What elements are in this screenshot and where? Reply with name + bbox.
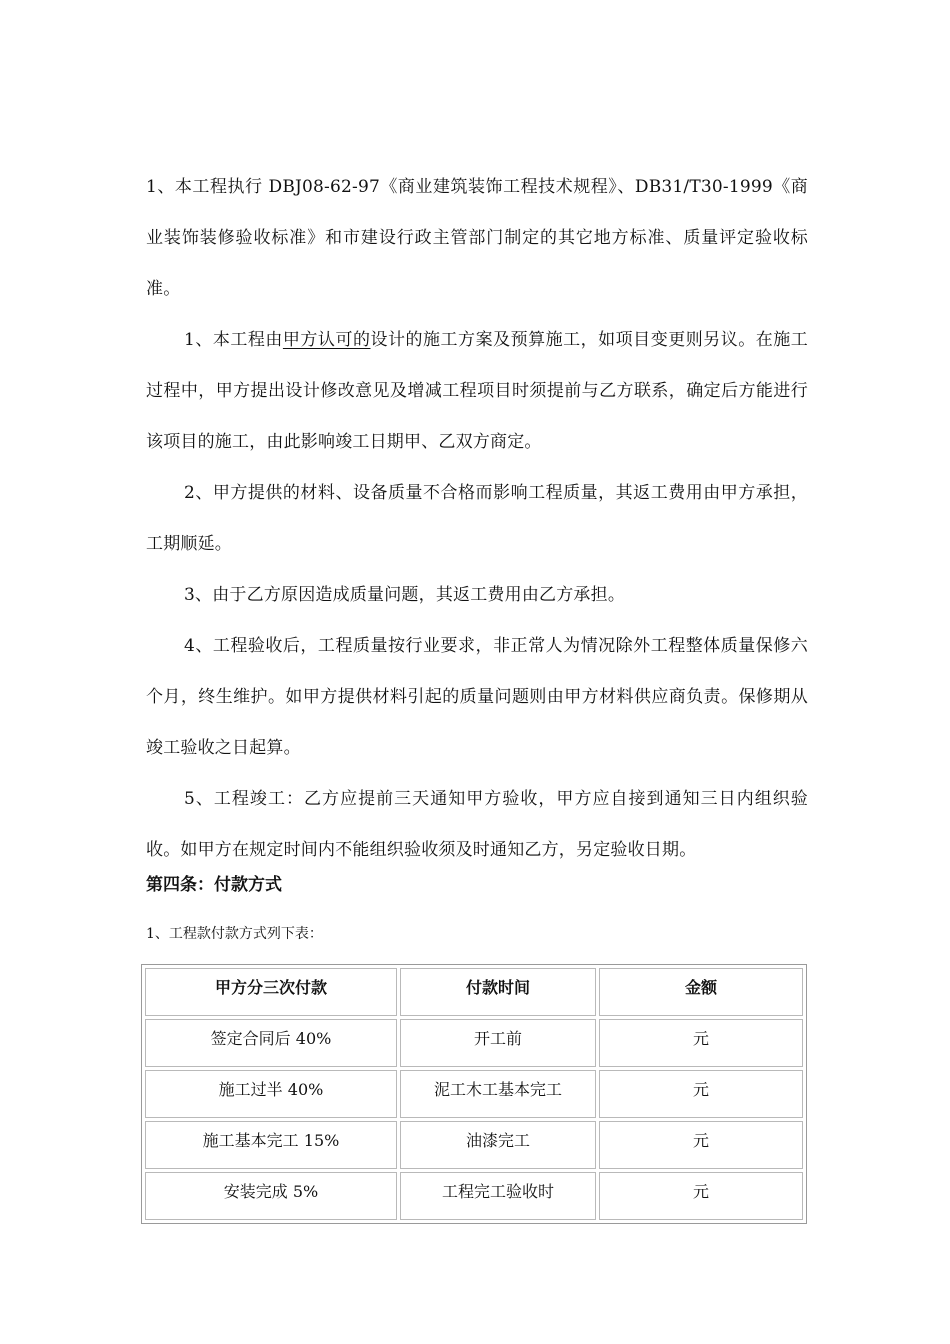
cell-amount: 元 — [599, 1019, 803, 1067]
underlined-phrase: 甲方认可的 — [282, 330, 371, 350]
header-amount: 金额 — [599, 968, 803, 1016]
table-row — [145, 1070, 803, 1118]
paragraph-standards-text: 1、本工程执行 DBJ08-62-97《商业建筑装饰工程技术规程》、DB31/T30-1999《商业装饰装修验收标准》和市建设行政主管部门制定的其它地方标准、质量评定验收标准。 — [146, 177, 808, 299]
cell-installment: 签定合同后 40% — [145, 1019, 397, 1067]
cell-installment: 安装完成 5% — [145, 1172, 397, 1220]
cell-payment-time: 开工前 — [400, 1019, 596, 1067]
cell-amount: 元 — [599, 1121, 803, 1169]
paragraph-clause-2-text: 2、甲方提供的材料、设备质量不合格而影响工程质量，其返工费用由甲方承担，工期顺延。 — [146, 483, 808, 554]
paragraph-clause-3 — [146, 570, 808, 621]
table-row — [145, 1121, 803, 1169]
payment-table-container — [141, 964, 807, 1217]
paragraph-clause-4 — [146, 621, 808, 774]
paragraph-clause-1-text-end: 设计的施工方案及预算施工，如项目变更则另议。在施工过程中，甲方提出设计修改意见及增减工程项目时须提前与乙方联系，确定后方能进行该项目的施工，由此影响竣工日期甲、乙双方商定。 — [146, 330, 809, 452]
paragraph-clause-4-text: 4、工程验收后，工程质量按行业要求，非正常人为情况除外工程整体质量保修六个月，终生维护。如甲方提供材料引起的质量问题则由甲方材料供应商负责。保修期从竣工验收之日起算。 — [146, 636, 808, 758]
cell-payment-time: 工程完工验收时 — [400, 1172, 596, 1220]
table-row — [145, 1172, 803, 1220]
cell-amount: 元 — [599, 1070, 803, 1118]
table-row — [145, 1019, 803, 1067]
cell-installment: 施工过半 40% — [145, 1070, 397, 1118]
cell-payment-time: 泥工木工基本完工 — [400, 1070, 596, 1118]
paragraph-clause-3-text: 3、由于乙方原因造成质量问题，其返工费用由乙方承担。 — [184, 585, 626, 605]
paragraph-clause-5-text: 5、工程竣工：乙方应提前三天通知甲方验收，甲方应自接到通知三日内组织验收。如甲方在规定时间内不能组织验收须及时通知乙方，另定验收日期。 — [146, 789, 808, 860]
paragraph-clause-5 — [146, 774, 808, 876]
paragraph-clause-1-text-start: 1、本工程由 — [184, 330, 283, 350]
cell-amount: 元 — [599, 1172, 803, 1220]
header-payment-time: 付款时间 — [400, 968, 596, 1016]
cell-installment: 施工基本完工 15% — [145, 1121, 397, 1169]
section-heading: 第四条：付款方式 — [146, 875, 282, 895]
payment-table — [141, 964, 807, 1224]
cell-payment-time: 油漆完工 — [400, 1121, 596, 1169]
paragraph-clause-1 — [146, 315, 808, 468]
table-caption: 1、工程款付款方式列下表： — [146, 926, 323, 942]
paragraph-standards — [146, 162, 808, 315]
header-installment: 甲方分三次付款 — [145, 968, 397, 1016]
table-header-row — [145, 968, 803, 1016]
paragraph-clause-2 — [146, 468, 808, 570]
